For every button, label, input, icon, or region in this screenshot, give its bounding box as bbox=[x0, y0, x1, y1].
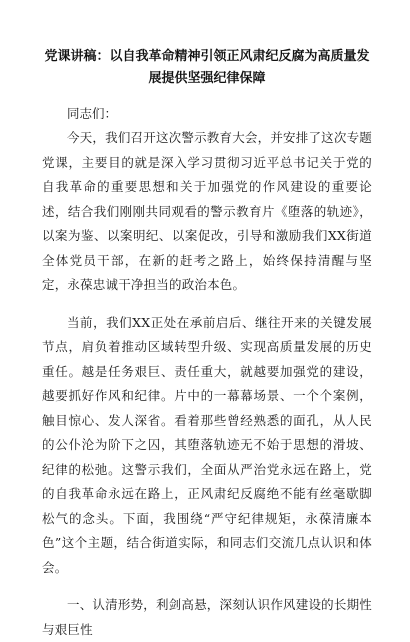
document-title bbox=[42, 46, 372, 90]
paragraph-situation: 当前，我们XX正处在承前启后、继往开来的关键发展节点，肩负着推动区域转型升级、实现高质量发展的历史重任。越是任务艰巨、责任重大，就越要加强党的建设，越要抓好作风和纪律。片中的一幕幕场景、一个个案例，触目惊心、发人深省。看着那些曾经熟悉的面孔，从人民的公仆沦为阶下之囚，其堕落轨迹无不始于思想的滑坡、纪律的松弛。这警示我们，全面从严治党永远在路上，党的自我革命永远在路上，正风肃纪反腐绝不能有丝毫歇脚松气的念头。下面，我围绕“严守纪律规矩，永葆清廉本色”这个主题，结合街道实际，和同志们交流几点认识和体会。 bbox=[42, 314, 372, 575]
title-line-1: 党课讲稿：以自我革命精神引领正风肃纪反腐为高质量发 bbox=[44, 49, 370, 64]
section-heading-1: 一、认清形势，利剑高悬，深刻认识作风建设的长期性与艰巨性 bbox=[42, 597, 372, 637]
salutation: 同志们： bbox=[67, 106, 118, 121]
title-line-2: 展提供坚强纪律保障 bbox=[148, 71, 266, 86]
paragraph-intro: 今天，我们召开这次警示教育大会，并安排了这次专题党课，主要目的就是深入学习贯彻习近平总书记关于党的自我革命的重要思想和关于加强党的作风建设的重要论述，结合我们刚刚共同观看的警示教育片《堕落的轨迹》，以案为鉴、以案明纪、以案促改，引导和激励我们XX街道全体党员干部，在新的赶考之路上，始终保持清醒与坚定，永葆忠诚干净担当的政治本色。 bbox=[42, 130, 372, 292]
